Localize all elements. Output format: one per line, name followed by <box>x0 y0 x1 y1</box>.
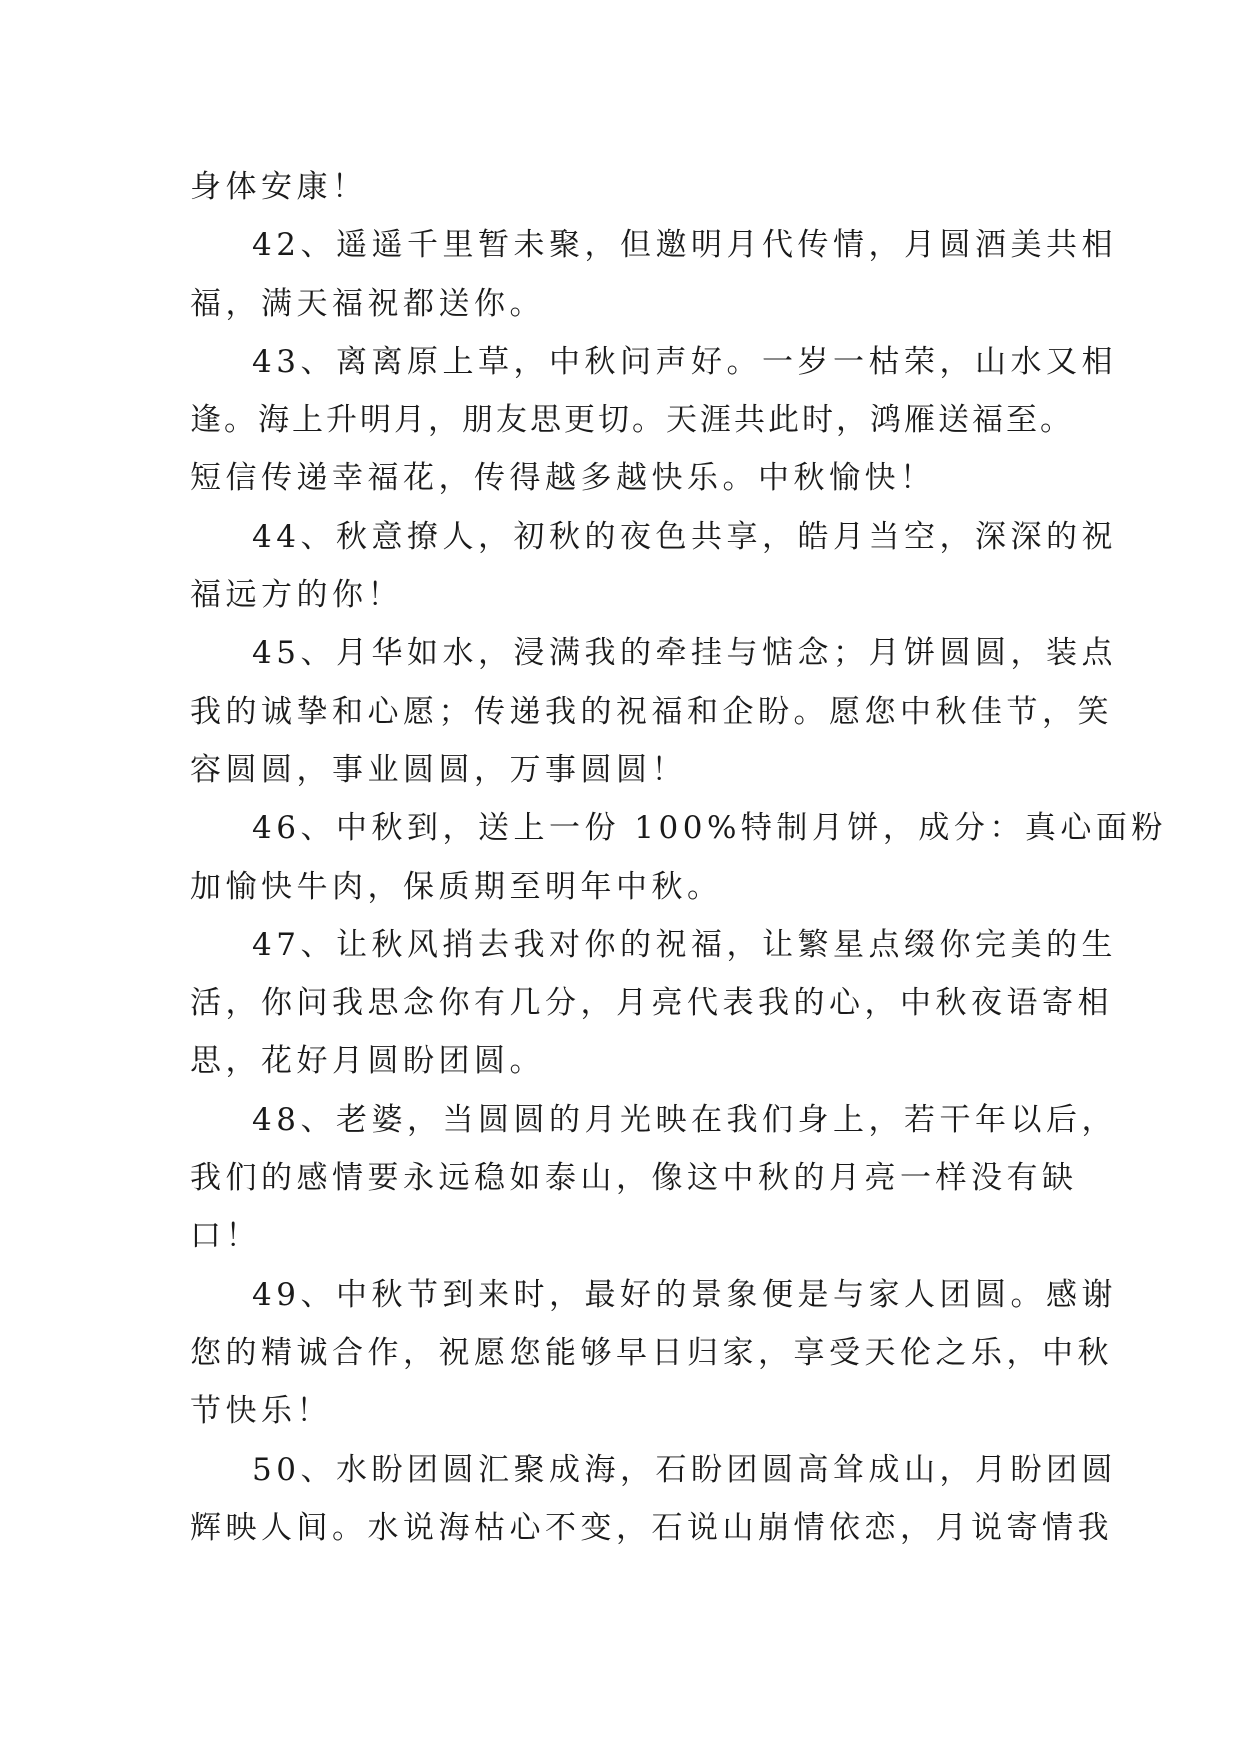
text-line: 思，花好月圆盼团圆。 <box>190 1043 545 1080</box>
paragraph-46-start: 46、中秋到，送上一份 100%特制月饼，成分：真心面粉 <box>252 810 1167 847</box>
paragraph-45-start: 45、月华如水，浸满我的牵挂与惦念；月饼圆圆，装点 <box>252 635 1117 672</box>
paragraph-48-start: 48、老婆，当圆圆的月光映在我们身上，若干年以后， <box>252 1101 1117 1138</box>
text-line: 容圆圆，事业圆圆，万事圆圆！ <box>190 751 687 788</box>
text-line: 逢。海上升明月，朋友思更切。天涯共此时，鸿雁送福至。 <box>190 402 1074 439</box>
paragraph-49-start: 49、中秋节到来时，最好的景象便是与家人团圆。感谢 <box>252 1276 1117 1313</box>
text-line: 身体安康！ <box>190 169 368 205</box>
text-line: 短信传递幸福花，传得越多越快乐。中秋愉快！ <box>190 460 936 497</box>
paragraph-43-start: 43、离离原上草，中秋问声好。一岁一枯荣，山水又相 <box>252 343 1117 380</box>
paragraph-50-start: 50、水盼团圆汇聚成海，石盼团圆高耸成山，月盼团圆 <box>252 1451 1117 1488</box>
text-line: 福远方的你！ <box>190 577 403 614</box>
text-line: 我的诚挚和心愿；传递我的祝福和企盼。愿您中秋佳节，笑 <box>190 693 1113 730</box>
document-body <box>190 158 1167 1557</box>
text-line: 节快乐！ <box>190 1393 332 1430</box>
text-line: 加愉快牛肉，保质期至明年中秋。 <box>190 868 723 905</box>
paragraph-47-start: 47、让秋风捎去我对你的祝福，让繁星点缀你完美的生 <box>252 926 1117 963</box>
text-line: 活，你问我思念你有几分，月亮代表我的心，中秋夜语寄相 <box>190 985 1113 1022</box>
text-line: 辉映人间。水说海枯心不变，石说山崩情依恋，月说寄情我 <box>190 1509 1113 1546</box>
text-line: 口！ <box>190 1218 261 1255</box>
paragraph-44-start: 44、秋意撩人，初秋的夜色共享，皓月当空，深深的祝 <box>252 518 1117 555</box>
text-line: 我们的感情要永远稳如泰山，像这中秋的月亮一样没有缺 <box>190 1160 1078 1197</box>
text-line: 您的精诚合作，祝愿您能够早日归家，享受天伦之乐，中秋 <box>190 1334 1113 1371</box>
text-line: 福，满天福祝都送你。 <box>190 285 545 322</box>
paragraph-42-start: 42、遥遥千里暂未聚，但邀明月代传情，月圆酒美共相 <box>252 227 1117 264</box>
